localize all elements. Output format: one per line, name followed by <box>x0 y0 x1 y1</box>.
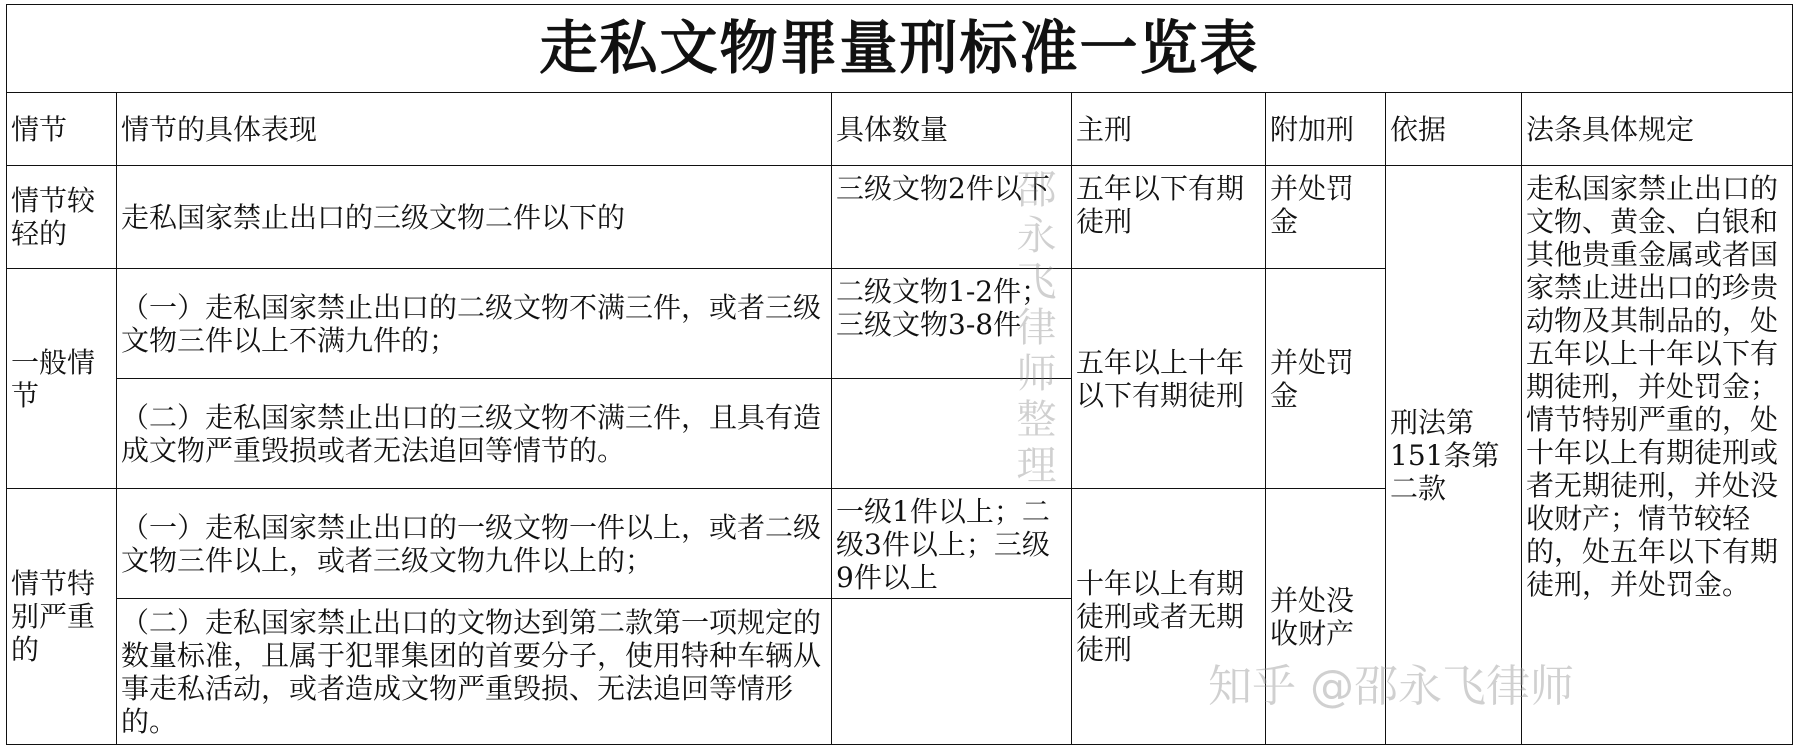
cell-basis: 刑法第151条第二款 <box>1386 166 1522 745</box>
header-additional-penalty: 附加刑 <box>1266 93 1386 166</box>
cell-quantity-general: 二级文物1-2件；三级文物3-8件 <box>832 269 1072 379</box>
cell-manifestation-serious-1: （一）走私国家禁止出口的一级文物一件以上，或者二级文物三件以上，或者三级文物九件以上的； <box>117 489 832 599</box>
cell-circumstance-general: 一般情节 <box>7 269 117 489</box>
cell-manifestation-serious-2: （二）走私国家禁止出口的文物达到第二款第一项规定的数量标准，且属于犯罪集团的首要分子，使用特种车辆从事走私活动，或者造成文物严重毁损、无法追回等情形的。 <box>117 599 832 745</box>
cell-manifestation-general-2: （二）走私国家禁止出口的三级文物不满三件，且具有造成文物严重毁损或者无法追回等情节的。 <box>117 379 832 489</box>
cell-manifestation-general-1: （一）走私国家禁止出口的二级文物不满三件，或者三级文物三件以上不满九件的； <box>117 269 832 379</box>
table-title: 走私文物罪量刑标准一览表 <box>7 5 1793 93</box>
header-quantity: 具体数量 <box>832 93 1072 166</box>
watermark-zhihu: 知乎 @邵永飞律师 <box>1208 661 1574 712</box>
cell-law-text: 走私国家禁止出口的文物、黄金、白银和其他贵重金属或者国家禁止进出口的珍贵动物及其制品的，处五年以上十年以下有期徒刑，并处罚金；情节特别严重的，处十年以上有期徒刑或者无期徒刑，并处没收财产；情节较轻的，处五年以下有期徒刑，并处罚金。 <box>1522 166 1793 745</box>
table-row <box>7 166 1793 269</box>
header-manifestation: 情节的具体表现 <box>117 93 832 166</box>
cell-additional-penalty-minor: 并处罚金 <box>1266 166 1386 269</box>
header-basis: 依据 <box>1386 93 1522 166</box>
cell-circumstance-minor: 情节较轻的 <box>7 166 117 269</box>
header-circumstance: 情节 <box>7 93 117 166</box>
cell-additional-penalty-general: 并处罚金 <box>1266 269 1386 489</box>
header-main-penalty: 主刑 <box>1072 93 1266 166</box>
cell-main-penalty-serious: 十年以上有期徒刑或者无期徒刑 <box>1072 489 1266 745</box>
cell-circumstance-serious: 情节特别严重的 <box>7 489 117 745</box>
cell-main-penalty-minor: 五年以下有期徒刑 <box>1072 166 1266 269</box>
cell-quantity-serious: 一级1件以上；二级3件以上；三级9件以上 <box>832 489 1072 599</box>
cell-manifestation-minor: 走私国家禁止出口的三级文物二件以下的 <box>117 166 832 269</box>
cell-quantity-serious-empty <box>832 599 1072 745</box>
cell-main-penalty-general: 五年以上十年以下有期徒刑 <box>1072 269 1266 489</box>
watermark-vertical: 邵永飞律师整理 <box>1010 168 1056 490</box>
header-law-text: 法条具体规定 <box>1522 93 1793 166</box>
sentencing-table <box>6 4 1793 745</box>
cell-additional-penalty-serious: 并处没收财产 <box>1266 489 1386 745</box>
cell-quantity-minor: 三级文物2件以下 <box>832 166 1072 269</box>
